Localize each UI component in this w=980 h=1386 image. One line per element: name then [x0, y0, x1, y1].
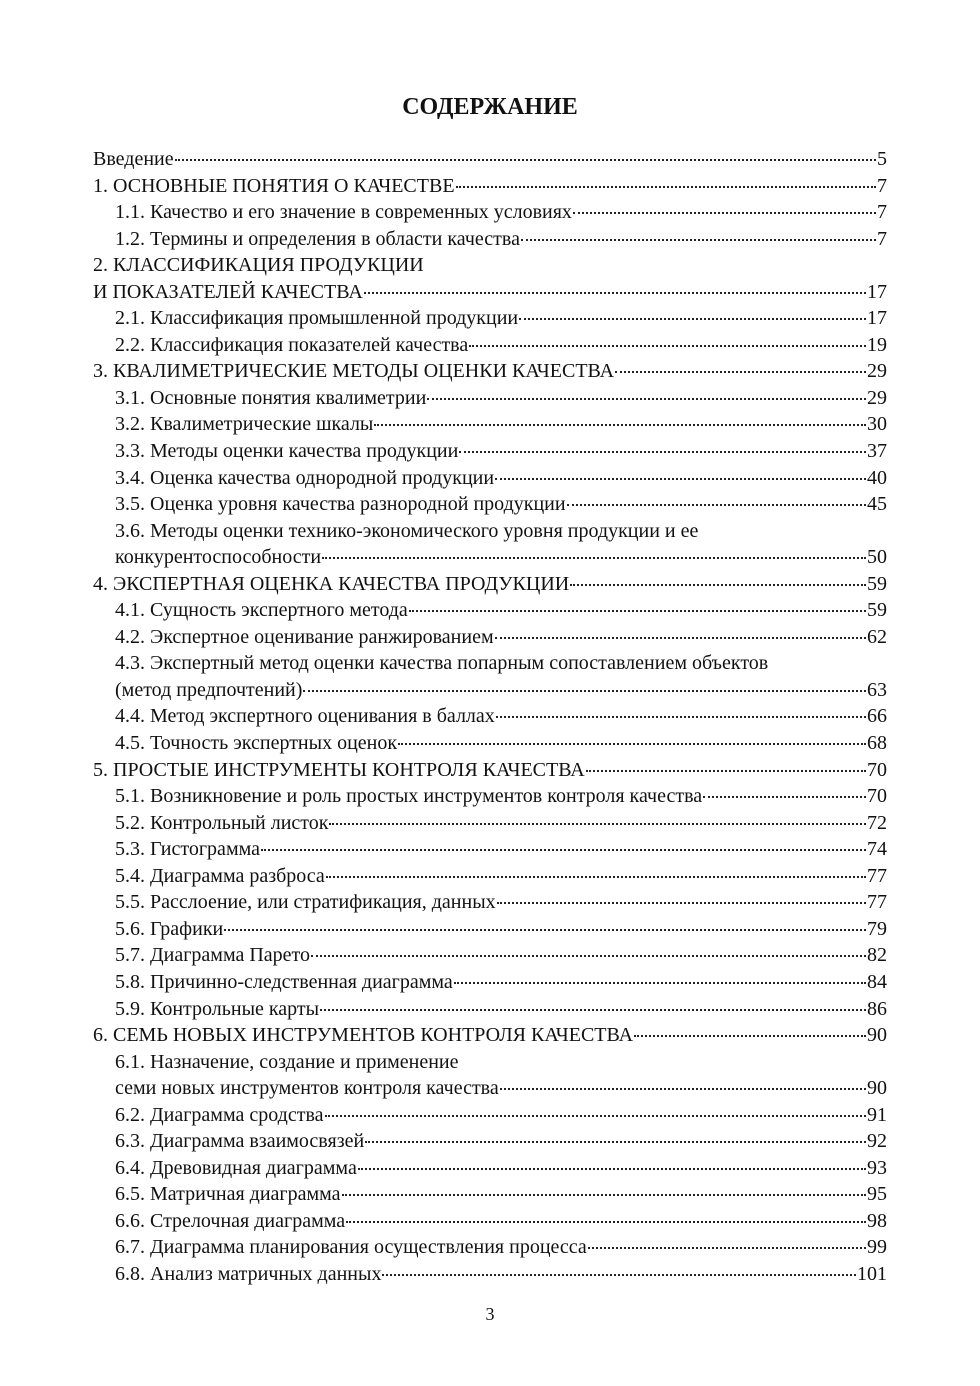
toc-entry-page: 17 — [867, 307, 887, 330]
toc-entry-page: 99 — [867, 1236, 887, 1259]
toc-entry-page: 72 — [867, 811, 887, 834]
toc-entry-page: 74 — [867, 838, 887, 861]
toc-entry — [93, 279, 887, 306]
dot-leader — [303, 690, 866, 692]
toc-entry-page: 86 — [867, 997, 887, 1020]
toc-entry — [93, 730, 887, 757]
toc-entry — [93, 173, 887, 200]
toc-entry-page: 79 — [867, 917, 887, 940]
toc-entry — [93, 703, 887, 730]
toc-entry-title: 5. ПРОСТЫЕ ИНСТРУМЕНТЫ КОНТРОЛЯ КАЧЕСТВА — [93, 758, 585, 781]
dot-leader — [459, 451, 866, 453]
toc-entry-page: 70 — [867, 785, 887, 808]
toc-entry-title: И ПОКАЗАТЕЛЕЙ КАЧЕСТВА — [93, 280, 363, 303]
toc-entry — [93, 677, 887, 704]
toc-entry-title: 1. ОСНОВНЫЕ ПОНЯТИЯ О КАЧЕСТВЕ — [93, 174, 455, 197]
toc-entry — [93, 1049, 887, 1076]
toc-entry-page: 95 — [867, 1183, 887, 1206]
toc-entry — [93, 783, 887, 810]
toc-entry — [93, 385, 887, 412]
toc-entry-title: 5.8. Причинно-следственная диаграмма — [115, 970, 453, 993]
toc-entry — [93, 358, 887, 385]
table-of-contents — [93, 146, 887, 1288]
toc-entry — [93, 942, 887, 969]
toc-entry-page: 7 — [877, 227, 887, 250]
toc-entry — [93, 1261, 887, 1288]
dot-leader — [573, 212, 876, 214]
toc-entry-title: 3.4. Оценка качества однородной продукции — [115, 466, 495, 489]
toc-entry-title: 3.1. Основные понятия квалиметрии — [115, 386, 427, 409]
dot-leader — [703, 796, 866, 798]
toc-entry — [93, 1022, 887, 1049]
toc-entry — [93, 146, 887, 173]
toc-entry-title: 5.6. Графики — [115, 917, 224, 940]
toc-entry-page: 93 — [867, 1156, 887, 1179]
dot-leader — [570, 584, 866, 586]
toc-entry-title: семи новых инструментов контроля качества — [115, 1077, 499, 1100]
toc-entry-page: 90 — [867, 1024, 887, 1047]
toc-entry-title: 6.3. Диаграмма взаимосвязей — [115, 1130, 365, 1153]
toc-entry — [93, 969, 887, 996]
toc-entry — [93, 1155, 887, 1182]
toc-entry-title: 6.1. Назначение, создание и применение — [115, 1050, 459, 1073]
toc-entry — [93, 810, 887, 837]
toc-entry — [93, 1102, 887, 1129]
toc-entry-title: 5.7. Диаграмма Парето — [115, 944, 311, 967]
toc-entry — [93, 465, 887, 492]
toc-entry-title: 3.6. Методы оценки технико-экономического уровня продукции и ее — [115, 519, 699, 542]
toc-entry-title: 4. ЭКСПЕРТНАЯ ОЦЕНКА КАЧЕСТВА ПРОДУКЦИИ — [93, 572, 570, 595]
toc-entry-page: 70 — [867, 758, 887, 781]
toc-entry-title: 4.3. Экспертный метод оценки качества попарным сопоставлением объектов — [115, 652, 769, 675]
dot-leader — [586, 770, 866, 772]
toc-entry — [93, 252, 887, 279]
toc-entry-title: 5.2. Контрольный листок — [115, 811, 329, 834]
toc-entry-page: 59 — [867, 599, 887, 622]
toc-entry — [93, 226, 887, 253]
toc-entry-title: 6. СЕМЬ НОВЫХ ИНСТРУМЕНТОВ КОНТРОЛЯ КАЧЕСТВА — [93, 1024, 634, 1047]
toc-entry-title: 3.5. Оценка уровня качества разнородной продукции — [115, 493, 566, 516]
dot-leader — [615, 371, 866, 373]
toc-entry-page: 29 — [867, 386, 887, 409]
toc-entry-title: 5.9. Контрольные карты — [115, 997, 320, 1020]
dot-leader — [519, 318, 866, 320]
toc-entry-title: 5.5. Расслоение, или стратификация, данных — [115, 891, 496, 914]
dot-leader — [398, 743, 866, 745]
toc-entry-page: 50 — [867, 546, 887, 569]
dot-leader — [588, 1247, 866, 1249]
toc-entry-title: 6.7. Диаграмма планирования осуществления процесса — [115, 1236, 587, 1259]
toc-entry-page: 7 — [877, 201, 887, 224]
toc-entry-title: 4.4. Метод экспертного оценивания в баллах — [115, 705, 495, 728]
dot-leader — [175, 159, 876, 161]
toc-entry — [93, 1128, 887, 1155]
toc-entry-page: 84 — [867, 970, 887, 993]
page-number: 3 — [485, 1304, 495, 1324]
toc-entry-title: 2. КЛАССИФИКАЦИЯ ПРОДУКЦИИ — [93, 254, 424, 277]
dot-leader — [329, 823, 866, 825]
toc-entry-title: 4.5. Точность экспертных оценок — [115, 732, 398, 755]
toc-entry — [93, 757, 887, 784]
toc-entry — [93, 836, 887, 863]
toc-entry-page: 82 — [867, 944, 887, 967]
toc-entry-title: (метод предпочтений) — [115, 678, 303, 701]
dot-leader — [224, 929, 866, 931]
dot-leader — [322, 557, 866, 559]
toc-entry — [93, 491, 887, 518]
toc-entry — [93, 518, 887, 545]
dot-leader — [325, 1115, 866, 1117]
dot-leader — [496, 716, 866, 718]
toc-entry-page: 77 — [867, 864, 887, 887]
toc-entry-title: 6.4. Древовидная диаграмма — [115, 1156, 357, 1179]
toc-entry-title: 4.2. Экспертное оценивание ранжированием — [115, 625, 494, 648]
toc-entry-title: Введение — [93, 148, 174, 170]
dot-leader — [346, 1221, 866, 1223]
dot-leader — [495, 637, 866, 639]
toc-entry-title: 3.2. Квалиметрические шкалы — [115, 413, 374, 436]
toc-entry — [93, 1075, 887, 1102]
dot-leader — [567, 504, 866, 506]
toc-entry-page: 17 — [867, 280, 887, 303]
toc-entry-page: 98 — [867, 1209, 887, 1232]
toc-entry — [93, 624, 887, 651]
dot-leader — [365, 1141, 866, 1143]
page-title: СОДЕРЖАНИЕ — [402, 94, 578, 120]
toc-entry-page: 40 — [867, 466, 887, 489]
toc-entry-page: 45 — [867, 493, 887, 516]
toc-entry-page: 68 — [867, 732, 887, 755]
toc-entry-page: 66 — [867, 705, 887, 728]
toc-entry — [93, 305, 887, 332]
toc-entry-page: 90 — [867, 1077, 887, 1100]
toc-entry-title: 6.5. Матричная диаграмма — [115, 1183, 341, 1206]
toc-entry-title: 5.1. Возникновение и роль простых инструментов контроля качества — [115, 785, 703, 808]
dot-leader — [320, 1009, 866, 1011]
dot-leader — [261, 849, 866, 851]
toc-entry — [93, 889, 887, 916]
toc-entry — [93, 597, 887, 624]
toc-entry-title: 6.6. Стрелочная диаграмма — [115, 1209, 346, 1232]
toc-entry — [93, 863, 887, 890]
dot-leader — [456, 186, 876, 188]
dot-leader — [374, 424, 866, 426]
dot-leader — [311, 955, 866, 957]
toc-entry — [93, 996, 887, 1023]
toc-entry-page: 101 — [857, 1262, 887, 1285]
toc-entry-title: 5.3. Гистограмма — [115, 838, 260, 861]
dot-leader — [358, 1168, 866, 1170]
toc-entry-title: конкурентоспособности — [115, 546, 322, 569]
toc-entry — [93, 438, 887, 465]
dot-leader — [469, 345, 866, 347]
toc-entry — [93, 411, 887, 438]
toc-entry-page: 77 — [867, 891, 887, 914]
toc-entry-title: 1.2. Термины и определения в области качества — [115, 227, 520, 250]
dot-leader — [495, 478, 866, 480]
toc-entry-page: 91 — [867, 1103, 887, 1126]
toc-entry-page: 37 — [867, 440, 887, 463]
toc-entry-title: 5.4. Диаграмма разброса — [115, 864, 325, 887]
toc-entry-title: 6.8. Анализ матричных данных — [115, 1262, 382, 1285]
toc-entry — [93, 544, 887, 571]
toc-entry-page: 7 — [877, 174, 887, 197]
dot-leader — [326, 876, 866, 878]
dot-leader — [521, 239, 876, 241]
toc-entry-page: 59 — [867, 572, 887, 595]
toc-entry-title: 1.1. Качество и его значение в современных условиях — [115, 201, 572, 224]
toc-entry — [93, 199, 887, 226]
toc-entry — [93, 332, 887, 359]
dot-leader — [497, 902, 866, 904]
toc-entry — [93, 1208, 887, 1235]
toc-entry-title: 3. КВАЛИМЕТРИЧЕСКИЕ МЕТОДЫ ОЦЕНКИ КАЧЕСТВА — [93, 360, 615, 383]
dot-leader — [427, 398, 866, 400]
toc-entry-title: 6.2. Диаграмма сродства — [115, 1103, 324, 1126]
toc-entry-page: 19 — [867, 333, 887, 356]
toc-entry-page: 62 — [867, 625, 887, 648]
dot-leader — [409, 610, 866, 612]
toc-entry-page: 29 — [867, 360, 887, 383]
dot-leader — [500, 1088, 866, 1090]
toc-entry-page: 5 — [877, 148, 887, 170]
dot-leader — [382, 1274, 856, 1276]
toc-entry — [93, 1181, 887, 1208]
toc-entry — [93, 650, 887, 677]
dot-leader — [342, 1194, 866, 1196]
dot-leader — [634, 1035, 866, 1037]
dot-leader — [364, 292, 866, 294]
toc-entry — [93, 571, 887, 598]
toc-entry-page: 63 — [867, 678, 887, 701]
toc-entry-title: 3.3. Методы оценки качества продукции — [115, 440, 459, 463]
toc-entry-title: 4.1. Сущность экспертного метода — [115, 599, 408, 622]
toc-entry-page: 30 — [867, 413, 887, 436]
toc-entry-page: 92 — [867, 1130, 887, 1153]
toc-entry-title: 2.2. Классификация показателей качества — [115, 333, 469, 356]
toc-entry-title: 2.1. Классификация промышленной продукции — [115, 307, 519, 330]
toc-entry — [93, 1234, 887, 1261]
dot-leader — [454, 982, 866, 984]
toc-entry — [93, 916, 887, 943]
